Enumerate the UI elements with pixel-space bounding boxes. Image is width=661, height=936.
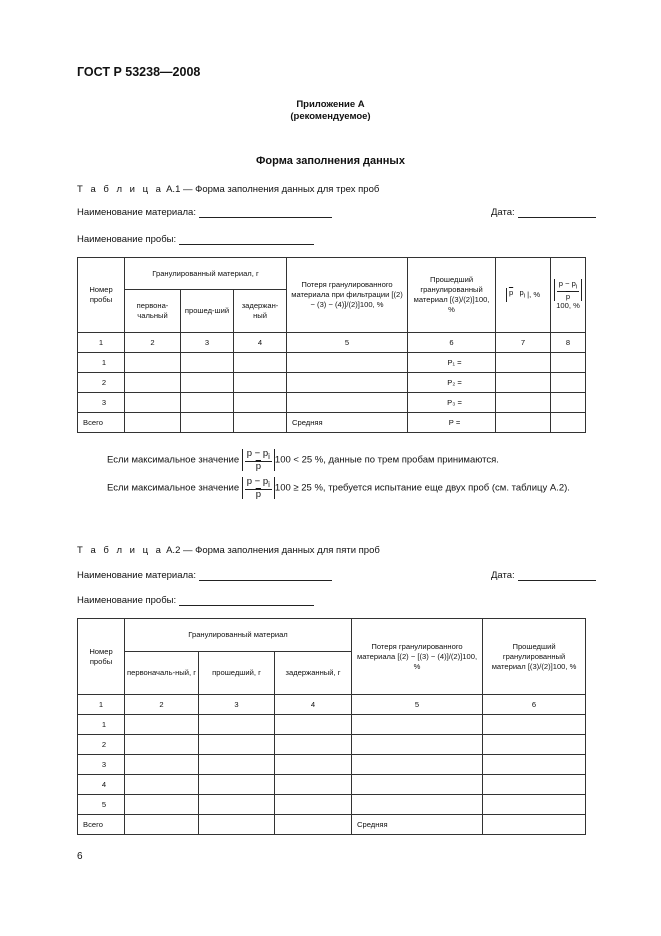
table-row: 3 — [78, 755, 586, 775]
table-row: 2 — [78, 735, 586, 755]
page-number: 6 — [77, 851, 83, 862]
table-row-total: Всего Средняя P = — [78, 413, 586, 433]
t1-header-loss: Потеря гранулированного материала при фильтрации [(2) − (3) − (4)]/(2)]100, % — [287, 258, 408, 333]
table1-caption-word: Т а б л и ц а — [77, 184, 164, 195]
table1-material-field[interactable] — [77, 207, 332, 218]
t2-header-number: Номер пробы — [78, 619, 125, 695]
t1-header-col7: $\overline{p}$ $p_i$ |, % — [496, 258, 551, 333]
t1-header-granular: Гранулированный материал, г — [125, 258, 287, 290]
t2-header-granular: Гранулированный материал — [125, 619, 352, 652]
table2-caption-word: Т а б л и ц а — [77, 545, 164, 556]
table-row-total: Всего Средняя — [78, 815, 586, 835]
table-row: 1 — [78, 715, 586, 735]
note-accept: Если максимальное значение $\frac{p - p_i}{p}$ 100 < 25 %, данные по трем пробам принимаются. — [107, 448, 499, 472]
section-title: Форма заполнения данных — [256, 155, 405, 167]
table2-date-label: Дата: — [491, 570, 515, 581]
t1-header-passed-percent: Прошедший гранулированный материал [(3)/(2)]100, % — [408, 258, 496, 333]
table-row: 3 P₃ = — [78, 393, 586, 413]
table1-sample-field[interactable] — [77, 234, 314, 245]
table-row: 5 — [78, 795, 586, 815]
t2-header-initial: первоначаль-ный, г — [125, 652, 199, 695]
table2-material-label: Наименование материала: — [77, 570, 196, 581]
t1-header-initial: первона-чальный — [125, 290, 181, 333]
table-a1 — [77, 257, 586, 433]
t2-header-passed-percent: Прошедший гранулированный материал [(3)/(2)]100, % — [483, 619, 586, 695]
t1-header-number: Номер пробы — [78, 258, 125, 333]
table-row: 1 P₁ = — [78, 353, 586, 373]
table-row: 2 P₂ = — [78, 373, 586, 393]
appendix-title: Приложение А — [296, 99, 365, 110]
t1-header-col8: $\frac{p - p_i}{p}$ 100, % — [551, 258, 586, 333]
t1-column-numbers: 1 2 3 4 5 6 7 8 — [78, 333, 586, 353]
table1-date-field[interactable] — [491, 207, 596, 218]
appendix-note: (рекомендуемое) — [290, 111, 371, 122]
table1-caption — [77, 184, 379, 195]
table-row: 4 — [78, 775, 586, 795]
table1-material-label: Наименование материала: — [77, 207, 196, 218]
table2-caption — [77, 545, 380, 556]
table1-caption-text: А.1 — Форма заполнения данных для трех проб — [166, 184, 380, 195]
table2-material-field[interactable] — [77, 570, 332, 581]
t2-column-numbers: 1 2 3 4 5 6 — [78, 695, 586, 715]
table2-caption-text: А.2 — Форма заполнения данных для пяти проб — [166, 545, 380, 556]
t1-header-retained: задержан-ный — [234, 290, 287, 333]
document-id: ГОСТ Р 53238—2008 — [77, 65, 201, 79]
table2-sample-label: Наименование пробы: — [77, 595, 177, 606]
note-retest: Если максимальное значение $\frac{p - p_i}{p}$ 100 ≥ 25 %, требуется испытание еще двух проб (см. таблицу А.2). — [107, 476, 570, 500]
t1-header-passed: прошед-ший — [181, 290, 234, 333]
table-a2 — [77, 618, 586, 835]
table1-date-label: Дата: — [491, 207, 515, 218]
table2-sample-field[interactable] — [77, 595, 314, 606]
table2-date-field[interactable] — [491, 570, 596, 581]
t2-header-loss: Потеря гранулированного материала [(2) − [(3) − (4)]/(2)]100, % — [352, 619, 483, 695]
t2-header-retained: задержанный, г — [275, 652, 352, 695]
t2-header-passed: прошедший, г — [199, 652, 275, 695]
table1-sample-label: Наименование пробы: — [77, 234, 177, 245]
